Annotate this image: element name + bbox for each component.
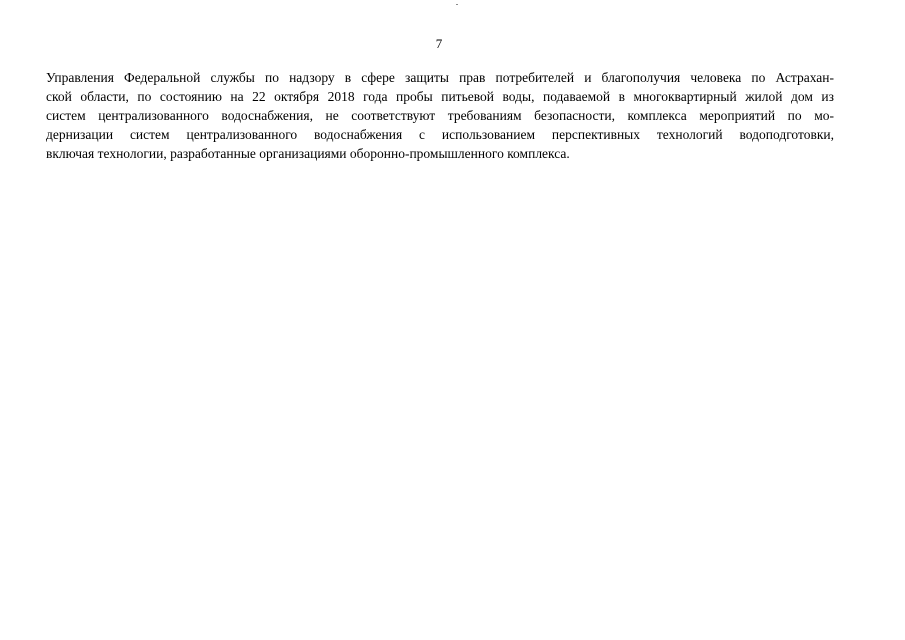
paragraph-line-2: ской области, по состоянию на 22 октября 2018 года пробы питьевой воды, подаваемой в многоквартирный жилой дом из [46, 89, 834, 104]
body-paragraph [46, 68, 834, 163]
paragraph-line-3: систем централизованного водоснабжения, не соответствуют требованиям безопасности, комплекса мероприятий по мо- [46, 108, 834, 123]
paragraph-line-1: Управления Федеральной службы по надзору в сфере защиты прав потребителей и благополучия человека по Астрахан- [46, 70, 834, 85]
paragraph-line-5: включая технологии, разработанные организациями оборонно-промышленного комплекса. [46, 146, 570, 161]
page-number: 7 [435, 36, 443, 51]
scan-speck [456, 4, 458, 5]
paragraph-line-4: дернизации систем централизованного водоснабжения с использованием перспективных технологий водоподготовки, [46, 127, 834, 142]
